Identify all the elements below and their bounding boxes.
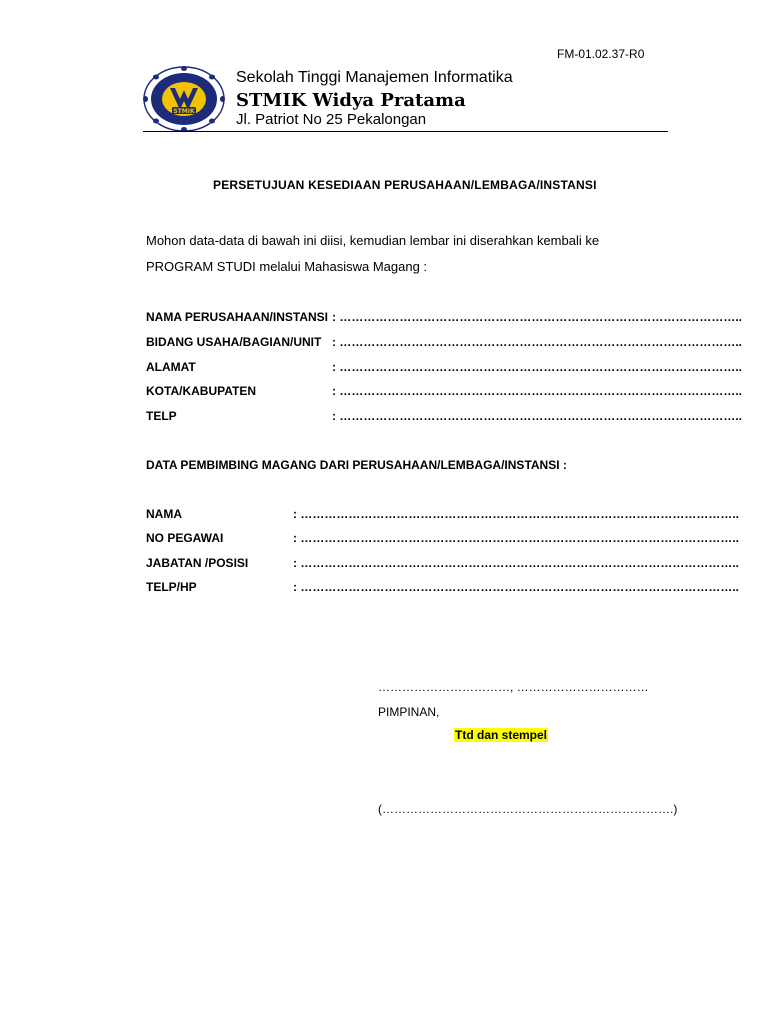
- field-blank[interactable]: : ………………………………………………………………………………………..: [332, 409, 742, 423]
- field-blank[interactable]: : ………………………………………………………………………………………..: [332, 335, 742, 349]
- field-row-business-unit: [146, 335, 742, 349]
- field-row-supervisor-name: [146, 507, 739, 521]
- form-code: FM-01.02.37-R0: [557, 47, 645, 61]
- field-label: KOTA/KABUPATEN: [146, 384, 256, 398]
- field-row-position: [146, 556, 739, 570]
- logo-text: STMIK: [173, 108, 195, 115]
- signature-note-highlight: Ttd dan stempel: [455, 728, 548, 742]
- field-row-city: [146, 384, 742, 398]
- field-row-supervisor-phone: [146, 580, 739, 594]
- field-blank[interactable]: : ………………………………………………………………………………………..: [332, 384, 742, 398]
- field-blank[interactable]: : ………………………………………………………………………………………………..: [293, 556, 739, 570]
- institution-name: Sekolah Tinggi Manajemen Informatika: [236, 69, 513, 86]
- header-divider: [143, 131, 668, 132]
- field-row-employee-number: [146, 531, 739, 545]
- field-row-address: [146, 360, 742, 374]
- intro-line-1: Mohon data-data di bawah ini diisi, kemudian lembar ini diserahkan kembali ke: [146, 233, 600, 248]
- institution-seal-icon: [143, 66, 225, 132]
- signature-place-date[interactable]: ……………………………, ……………………………: [378, 680, 649, 694]
- field-label: ALAMAT: [146, 360, 196, 374]
- intro-line-2: PROGRAM STUDI melalui Mahasiswa Magang :: [146, 259, 428, 274]
- field-row-phone: [146, 409, 742, 423]
- field-label: NO PEGAWAI: [146, 531, 224, 545]
- field-row-company-name: [146, 310, 742, 324]
- field-label: NAMA: [146, 507, 182, 521]
- institution-address: Jl. Patriot No 25 Pekalongan: [236, 111, 427, 128]
- field-label: BIDANG USAHA/BAGIAN/UNIT: [146, 335, 322, 349]
- field-blank[interactable]: : ………………………………………………………………………………………………..: [293, 580, 739, 594]
- supervisor-section-heading: DATA PEMBIMBING MAGANG DARI PERUSAHAAN/LEMBAGA/INSTANSI :: [146, 458, 567, 472]
- field-blank[interactable]: : ………………………………………………………………………………………………..: [293, 507, 739, 521]
- field-blank[interactable]: : ………………………………………………………………………………………..: [332, 360, 742, 374]
- field-blank[interactable]: : ………………………………………………………………………………………..: [332, 310, 742, 324]
- institution-title: STMIK Widya Pratama: [236, 90, 466, 111]
- field-label: NAMA PERUSAHAAN/INSTANSI: [146, 310, 329, 324]
- field-label: TELP/HP: [146, 580, 197, 594]
- field-label: JABATAN /POSISI: [146, 556, 249, 570]
- signature-note: [454, 728, 548, 742]
- signature-name-blank[interactable]: (……………………………………………………………….): [378, 802, 678, 816]
- signature-role: PIMPINAN,: [378, 705, 440, 719]
- field-label: TELP: [146, 409, 177, 423]
- field-blank[interactable]: : ………………………………………………………………………………………………..: [293, 531, 739, 545]
- document-title: PERSETUJUAN KESEDIAAN PERUSAHAAN/LEMBAGA/INSTANSI: [213, 178, 597, 192]
